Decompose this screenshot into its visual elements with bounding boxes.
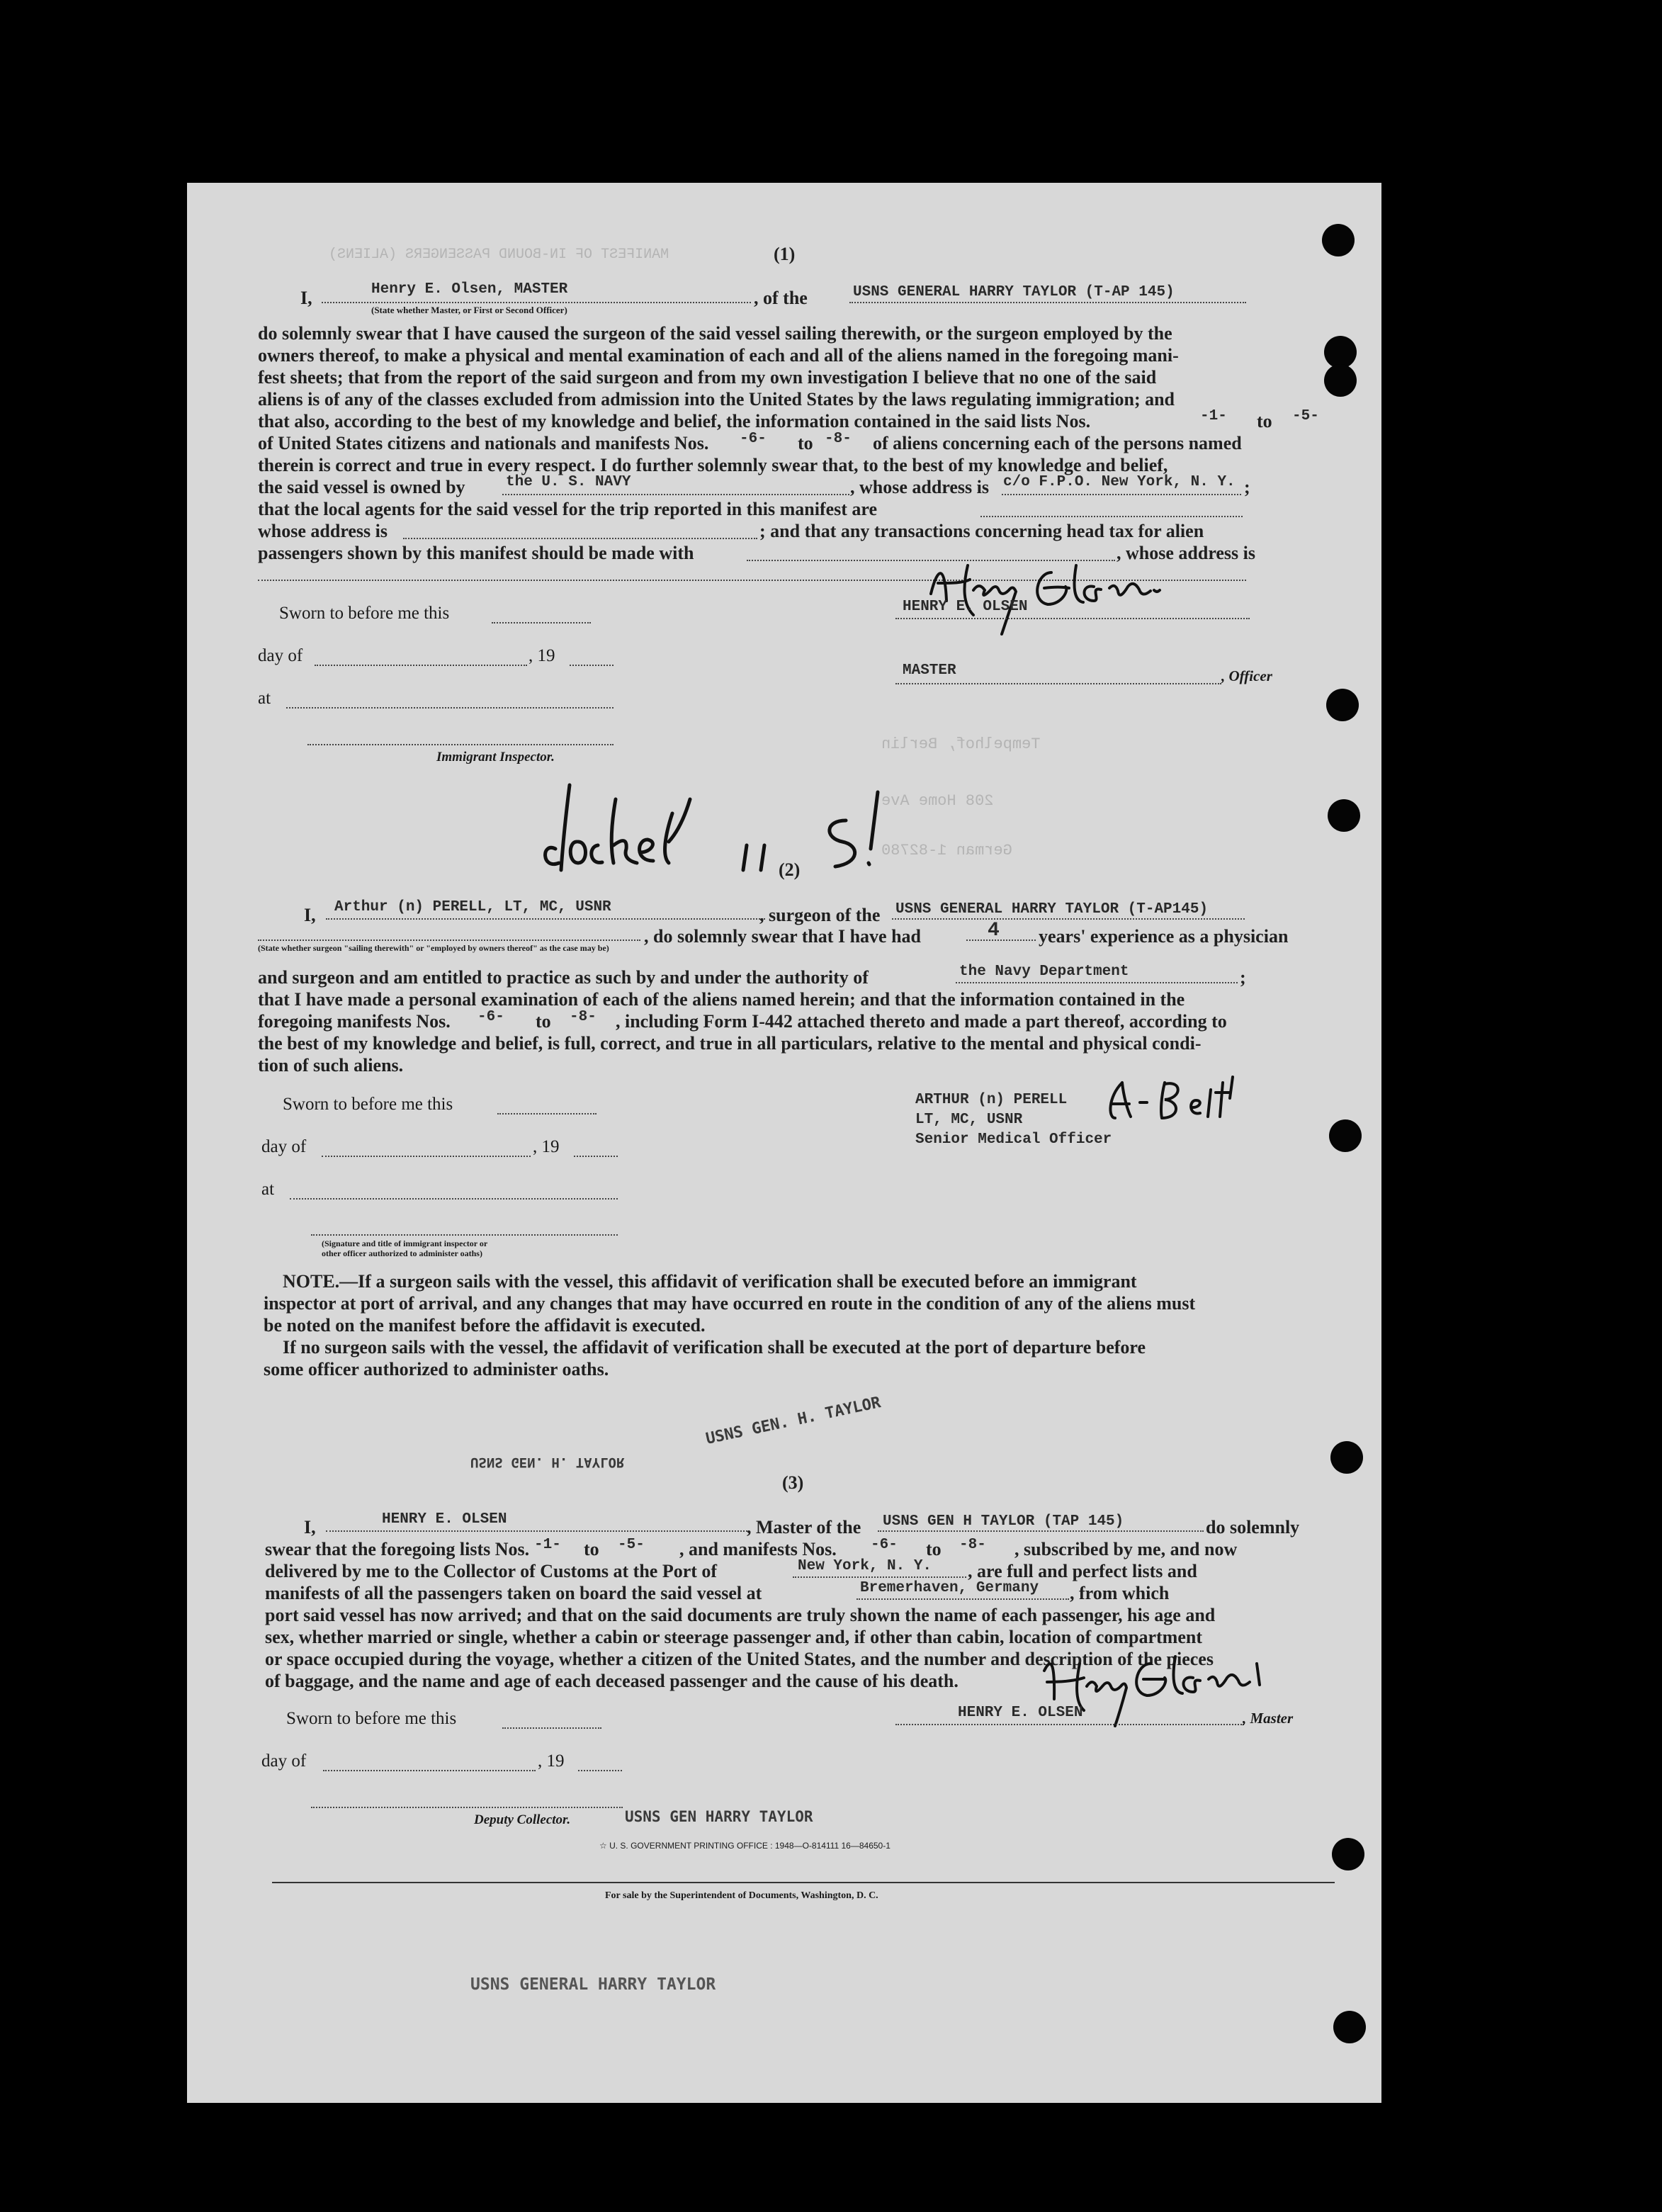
section-2-line4a: foregoing manifests Nos. xyxy=(258,1011,451,1032)
section-1-owner: the U. S. NAVY xyxy=(506,474,631,490)
section-1-number: (1) xyxy=(774,244,796,264)
section-2-line6: tion of such aliens. xyxy=(258,1055,404,1076)
perell-signature xyxy=(1101,1068,1257,1125)
section-1-of-the: , of the xyxy=(754,288,808,308)
section-1-whose-address: , whose address is xyxy=(1117,543,1256,563)
section-2-signed-title: Senior Medical Officer xyxy=(915,1132,1112,1148)
section-3-signed-name: HENRY E. OLSEN xyxy=(958,1705,1083,1721)
section-1-officer-line xyxy=(322,302,751,303)
bleed-through-text: 208 Home Ave xyxy=(881,792,994,810)
section-3-l2c: , subscribed by me, and now xyxy=(1014,1539,1238,1559)
section-1-para-line: passengers shown by this manifest should be made with xyxy=(258,543,694,563)
binder-hole xyxy=(1330,1441,1363,1474)
section-2-sailing-line xyxy=(258,939,640,941)
section-1-signed-name-line xyxy=(895,618,1250,619)
note-line: If no surgeon sails with the vessel, the affidavit of verification shall be executed at the port of departure before xyxy=(283,1337,1146,1358)
section-3-signed-name-line xyxy=(895,1724,1244,1725)
binder-hole xyxy=(1332,1838,1364,1870)
section-1-lists-to: -5- xyxy=(1292,408,1319,424)
semicolon: ; xyxy=(1240,967,1246,988)
section-2-years-value: 4 xyxy=(988,920,1000,942)
section-2-sig-caption-1: (Signature and title of immigrant inspector or xyxy=(322,1238,488,1248)
section-1-officer-name: Henry E. Olsen, MASTER xyxy=(371,281,568,298)
section-1-signed-title: MASTER xyxy=(903,662,956,679)
section-2-at-label: at xyxy=(261,1180,275,1199)
binder-hole xyxy=(1326,689,1359,721)
section-1-para-line: do solemnly swear that I have caused the surgeon of the said vessel sailing therewith, or the surgeon employed by the xyxy=(258,323,1172,344)
section-2-surgeon-name: Arthur (n) PERELL, LT, MC, USNR xyxy=(334,899,611,915)
section-2-year-label: , 19 xyxy=(533,1137,560,1156)
section-3-manifests-to: -8- xyxy=(959,1537,986,1553)
section-2-sig-caption-2: other officer authorized to administer oaths) xyxy=(322,1248,482,1258)
section-1-head-tax-tail: ; and that any transactions concerning head tax for alien xyxy=(759,521,1204,541)
section-2-year-line xyxy=(574,1156,618,1157)
olsen-signature-1 xyxy=(924,551,1221,636)
section-1-lists-from: -1- xyxy=(1200,408,1227,424)
section-1-manifests-to: -8- xyxy=(825,431,852,447)
section-2-experience: years' experience as a physician xyxy=(1039,926,1289,947)
section-3-prefix: I, xyxy=(304,1517,316,1537)
document-page xyxy=(187,183,1381,2103)
section-3-master-line xyxy=(326,1530,747,1532)
section-3-from-port: Bremerhaven, Germany xyxy=(860,1580,1039,1596)
section-1-para-line: that also, according to the best of my knowledge and belief, the information contained in the said lists Nos. xyxy=(258,411,1091,431)
section-1-para-line: of United States citizens and nationals and manifests Nos. xyxy=(258,433,709,453)
binder-hole xyxy=(1333,2011,1366,2043)
section-2-manifests-from: -6- xyxy=(477,1009,504,1025)
section-2-caption: (State whether surgeon "sailing therewith" or "employed by owners thereof" as the case may be) xyxy=(258,943,609,953)
section-1-year-label: , 19 xyxy=(528,646,555,665)
note-line: NOTE.—If a surgeon sails with the vessel, this affidavit of verification shall be executed before an immigrant xyxy=(283,1271,1137,1292)
section-1-manifests-from: -6- xyxy=(740,431,767,447)
section-3-year-line xyxy=(578,1770,622,1771)
section-1-signed-name: HENRY E. OLSEN xyxy=(903,599,1028,615)
section-1-inspector-label: Immigrant Inspector. xyxy=(436,750,555,764)
section-3-l4a: manifests of all the passengers taken on board the said vessel at xyxy=(265,1583,762,1603)
section-3-vessel: USNS GEN H TAYLOR (TAP 145) xyxy=(883,1513,1124,1530)
section-2-number: (2) xyxy=(779,859,801,880)
section-1-owner-address-line xyxy=(1002,494,1241,495)
section-1-at-line xyxy=(286,707,614,709)
section-2-line4b: , including Form I-442 attached thereto and made a part thereof, according to xyxy=(616,1011,1227,1032)
section-3-master-of-the: , Master of the xyxy=(747,1517,861,1537)
section-1-vessel-line xyxy=(849,302,1246,303)
section-1-to: to xyxy=(798,433,813,453)
vessel-stamp-mirrored: USNS GEN. H. TAYLOR xyxy=(470,1455,625,1470)
section-1-owner-address: c/o F.P.O. New York, N. Y. xyxy=(1003,474,1236,490)
section-2-day-label: day of xyxy=(261,1137,307,1156)
section-3-to: to xyxy=(584,1539,599,1559)
section-3-master-name: HENRY E. OLSEN xyxy=(382,1511,507,1528)
section-1-at-label: at xyxy=(258,689,271,708)
section-1-para-line: owners thereof, to make a physical and mental examination of each and all of the aliens named in the foregoing mani- xyxy=(258,345,1179,366)
section-3-l3a: delivered by me to the Collector of Customs at the Port of xyxy=(265,1561,718,1581)
section-3-l6: sex, whether married or single, whether a cabin or steerage passenger and, if other than cabin, location of compartment xyxy=(265,1627,1202,1647)
section-3-l2b: , and manifests Nos. xyxy=(679,1539,837,1559)
section-2-signed-rank: LT, MC, USNR xyxy=(915,1112,1023,1128)
section-1-officer-label: , Officer xyxy=(1221,667,1272,684)
docket-handwriting xyxy=(527,771,924,877)
section-2-vessel: USNS GENERAL HARRY TAYLOR (T-AP145) xyxy=(895,901,1209,918)
section-1-para-line: therein is correct and true in every respect. I do further solemnly swear that, to the best of my knowledge and belief, xyxy=(258,455,1168,475)
binder-hole xyxy=(1329,1119,1362,1152)
binder-hole xyxy=(1324,364,1357,397)
section-2-manifests-to: -8- xyxy=(570,1009,597,1025)
section-3-vessel-line xyxy=(878,1530,1204,1532)
section-2-to: to xyxy=(536,1011,551,1032)
section-1-para-line: fest sheets; that from the report of the said surgeon and from my own investigation I believe that no one of the said xyxy=(258,367,1157,388)
section-2-day-line xyxy=(322,1156,531,1157)
section-2-sworn-label: Sworn to before me this xyxy=(283,1095,453,1114)
bleed-through-text: German 1-82780 xyxy=(881,842,1012,859)
section-1-para-line: the said vessel is owned by xyxy=(258,477,465,497)
bleed-through-text: MANIFEST OF IN-BOUND PASSENGERS (ALIENS) xyxy=(329,247,669,263)
section-1-vessel: USNS GENERAL HARRY TAYLOR (T-AP 145) xyxy=(853,284,1175,300)
section-1-sworn-label: Sworn to before me this xyxy=(279,604,450,623)
section-2-prefix: I, xyxy=(304,905,316,925)
section-2-years-line xyxy=(966,939,1036,941)
section-3-to: to xyxy=(926,1539,942,1559)
binder-hole xyxy=(1322,224,1355,256)
section-3-sworn-label: Sworn to before me this xyxy=(286,1709,457,1728)
section-1-para-line: that the local agents for the said vessel for the trip reported in this manifest are xyxy=(258,499,878,519)
section-3-deputy-stamp: USNS GEN HARRY TAYLOR xyxy=(625,1808,813,1825)
semicolon: ; xyxy=(1244,477,1250,497)
note-line: inspector at port of arrival, and any changes that may have occurred en route in the condition of any of the aliens must xyxy=(264,1293,1196,1314)
section-3-l4b: , from which xyxy=(1070,1583,1170,1603)
section-2-authority-fill-line xyxy=(956,982,1238,983)
printing-office-line: ☆ U. S. GOVERNMENT PRINTING OFFICE : 1948—O-814111 16—84650-1 xyxy=(599,1841,891,1851)
section-1-para-line: whose address is xyxy=(258,521,388,541)
section-1-year-line xyxy=(570,665,614,666)
note-line: some officer authorized to administer oaths. xyxy=(264,1359,609,1379)
section-1-officer-caption: (State whether Master, or First or Second Officer) xyxy=(371,305,567,315)
section-3-deputy-label: Deputy Collector. xyxy=(474,1812,571,1827)
section-3-sworn-line xyxy=(502,1727,601,1729)
footer-rule xyxy=(272,1882,1335,1883)
vessel-stamp-upper: USNS GEN. H. TAYLOR xyxy=(704,1394,883,1448)
section-2-at-line xyxy=(290,1198,618,1200)
section-3-lists-to: -5- xyxy=(618,1537,645,1553)
section-3-lists-from: -1- xyxy=(534,1537,561,1553)
section-2-authority: the Navy Department xyxy=(959,964,1129,980)
section-1-inspector-line xyxy=(307,744,614,745)
section-1-owner-address-label: , whose address is xyxy=(850,477,990,497)
section-3-manifests-from: -6- xyxy=(871,1537,898,1553)
section-1-manifest-tail: of aliens concerning each of the persons named xyxy=(873,433,1242,453)
section-1-para-line: aliens is of any of the classes excluded from admission into the United States by the laws regulating immigration; and xyxy=(258,389,1175,410)
section-3-year-label: , 19 xyxy=(538,1751,565,1771)
section-1-sworn-line xyxy=(492,622,591,623)
section-3-l3b: , are full and perfect lists and xyxy=(968,1561,1197,1581)
section-1-day-label: day of xyxy=(258,646,303,665)
section-2-sig-line xyxy=(311,1234,618,1236)
bleed-through-text: Tempelhof, Berlin xyxy=(881,735,1041,753)
section-2-sworn-line xyxy=(497,1113,597,1115)
section-1-prefix: I, xyxy=(300,288,312,308)
section-3-day-label: day of xyxy=(261,1751,307,1771)
section-1-agents-address-line xyxy=(403,538,757,539)
section-2-line3: that I have made a personal examination of each of the aliens named herein; and that the information contained in the xyxy=(258,989,1185,1010)
section-2-solemnly: , do solemnly swear that I have had xyxy=(644,926,922,947)
section-3-day-line xyxy=(323,1770,536,1771)
section-2-surgeon-line xyxy=(326,918,765,920)
section-3-l8: of baggage, and the name and age of each deceased passenger and the cause of his death. xyxy=(265,1671,959,1691)
section-2-authority-line: and surgeon and am entitled to practice as such by and under the authority of xyxy=(258,967,869,988)
binder-hole xyxy=(1328,799,1360,832)
section-3-from-port-line xyxy=(857,1598,1069,1600)
section-3-l5: port said vessel has now arrived; and that on the said documents are truly shown the name of each passenger, his age and xyxy=(265,1605,1216,1625)
section-3-do-solemnly: do solemnly xyxy=(1206,1517,1300,1537)
section-2-signed-name: ARTHUR (n) PERELL xyxy=(915,1092,1068,1108)
section-2-line5: the best of my knowledge and belief, is full, correct, and true in all particulars, relative to the mental and physical condi- xyxy=(258,1033,1202,1054)
section-3-l7: or space occupied during the voyage, whether a citizen of the United States, and the number and description of the pieces xyxy=(265,1649,1214,1669)
section-3-l2a: swear that the foregoing lists Nos. xyxy=(265,1539,530,1559)
section-3-master-label: , Master xyxy=(1243,1710,1294,1727)
section-3-port-line xyxy=(793,1576,966,1578)
section-1-agents-line xyxy=(980,516,1243,517)
section-2-vessel-line xyxy=(892,918,1245,920)
section-1-owner-line xyxy=(502,494,849,495)
note-line: be noted on the manifest before the affidavit is executed. xyxy=(264,1315,706,1336)
section-1-day-line xyxy=(315,665,527,666)
section-1-signed-title-line xyxy=(895,683,1221,684)
bottom-vessel-stamp: USNS GENERAL HARRY TAYLOR xyxy=(470,1975,716,1994)
section-1-to: to xyxy=(1257,411,1272,431)
section-3-port: New York, N. Y. xyxy=(798,1558,932,1574)
section-3-number: (3) xyxy=(782,1472,804,1493)
section-2-surgeon-of-the: , surgeon of the xyxy=(759,905,881,925)
section-3-deputy-line xyxy=(311,1807,623,1808)
sale-line: For sale by the Superintendent of Documents, Washington, D. C. xyxy=(605,1890,878,1901)
